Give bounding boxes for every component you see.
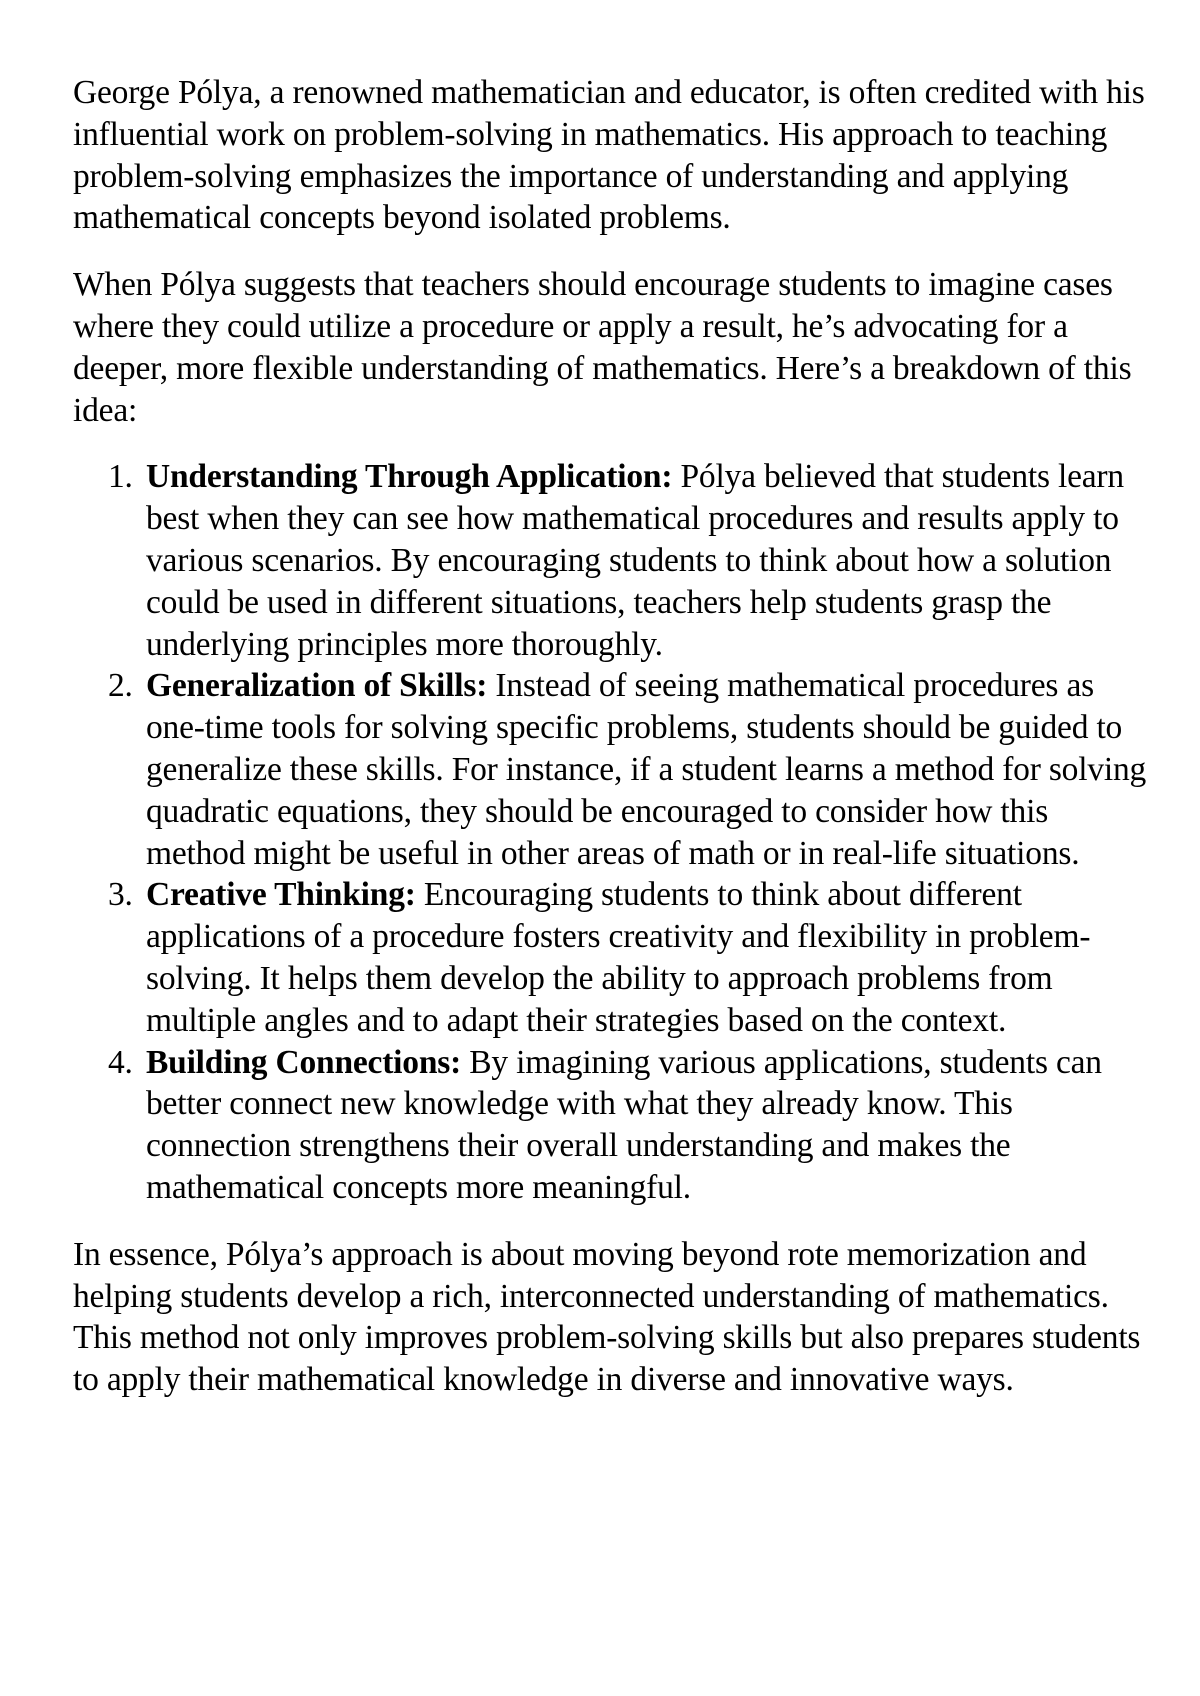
list-item-number: 2.	[108, 667, 133, 705]
conclusion-paragraph: In essence, Pólya’s approach is about moving beyond rote memorization and helping students develop a rich, interconnected understanding of mathematics. This method not only improves problem-solving skills but also prepares students to apply their mathematical knowledge in diverse and innovative ways.	[73, 1235, 1141, 1399]
list-item-text: Instead of seeing mathematical procedures as one-time tools for solving specific problems, students should be guided to generalize these skills. For instance, if a student learns a method for solving quadratic equations, they should be encouraged to consider how this method might be useful in other areas of math or in real-life situations.	[146, 667, 1147, 872]
document-page	[73, 72, 1153, 1401]
list-item-heading: Creative Thinking:	[146, 876, 416, 914]
intro-paragraph-1: George Pólya, a renowned mathematician and educator, is often credited with his influential work on problem-solving in mathematics. His approach to teaching problem-solving emphasizes the importance of understanding and applying mathematical concepts beyond isolated problems.	[73, 74, 1145, 237]
list-item	[108, 456, 1153, 665]
list-item-number: 3.	[108, 876, 133, 914]
breakdown-list	[73, 456, 1153, 1208]
list-item	[108, 1042, 1153, 1209]
list-item-text: Pólya believed that students learn best when they can see how mathematical procedures and results apply to various scenarios. By encouraging students to think about how a solution could be used in different situations, teachers help students grasp the underlying principles more thoroughly.	[146, 458, 1124, 663]
list-item-number: 4.	[108, 1043, 133, 1081]
list-item-heading: Building Connections:	[146, 1043, 462, 1081]
list-item	[108, 874, 1153, 1041]
list-item-heading: Understanding Through Application:	[146, 458, 673, 496]
list-item-text: By imagining various applications, students can better connect new knowledge with what they already know. This connection strengthens their overall understanding and makes the mathematical concepts more meaningful.	[146, 1043, 1102, 1206]
list-item-number: 1.	[108, 458, 133, 496]
list-item-heading: Generalization of Skills:	[146, 667, 488, 705]
list-item	[108, 665, 1153, 874]
intro-paragraph-2: When Pólya suggests that teachers should encourage students to imagine cases where they could utilize a procedure or apply a result, he’s advocating for a deeper, more flexible understanding of mathematics. Here’s a breakdown of this idea:	[73, 266, 1132, 429]
list-item-text: Encouraging students to think about different applications of a procedure fosters creativity and flexibility in problem-solving. It helps them develop the ability to approach problems from multiple angles and to adapt their strategies based on the context.	[146, 876, 1091, 1039]
